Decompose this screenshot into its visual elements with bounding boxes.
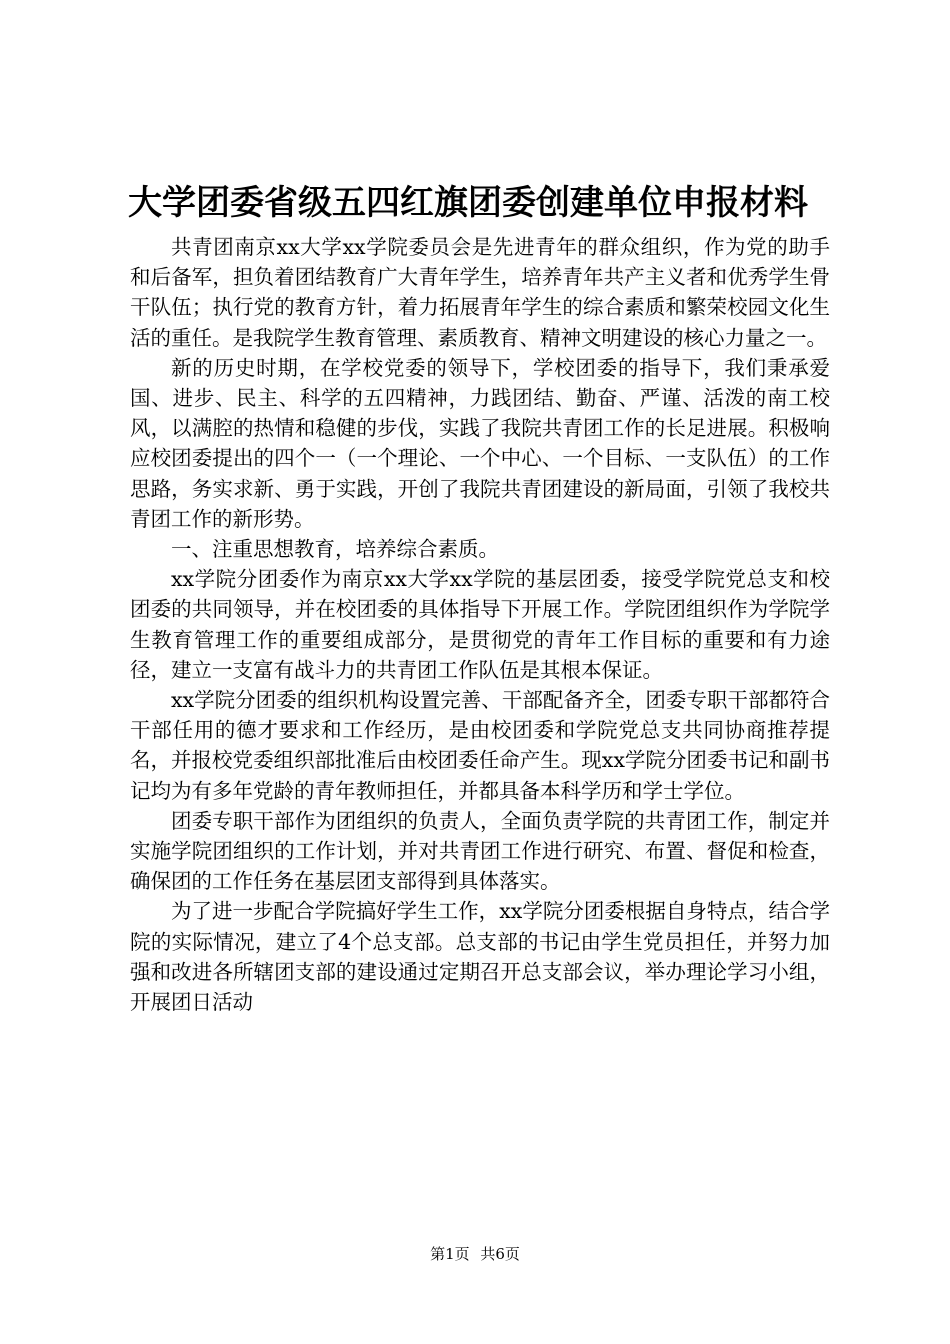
page-total: 共6页 bbox=[480, 1245, 520, 1263]
paragraph: 新的历史时期，在学校党委的领导下，学校团委的指导下，我们秉承爱国、进步、民主、科学的五四精神，力践团结、勤奋、严谨、活泼的南工校风，以满腔的热情和稳健的步伐，实践了我院共青团工作的长足进展。积极响应校团委提出的四个一（一个理论、一个中心、一个目标、一支队伍）的工作思路，务实求新、勇于实践，开创了我院共青团建设的新局面，引领了我校共青团工作的新形势。 bbox=[130, 355, 830, 531]
paragraph: xx学院分团委作为南京xx大学xx学院的基层团委，接受学院党总支和校团委的共同领导，并在校团委的具体指导下开展工作。学院团组织作为学院学生教育管理工作的重要组成部分，是贯彻党的青年工作目标的重要和有力途径，建立一支富有战斗力的共青团工作队伍是其根本保证。 bbox=[130, 567, 830, 682]
document-body bbox=[130, 232, 830, 1017]
page-footer bbox=[0, 1244, 950, 1264]
paragraph: 共青团南京xx大学xx学院委员会是先进青年的群众组织，作为党的助手和后备军，担负着团结教育广大青年学生，培养青年共产主义者和优秀学生骨干队伍；执行党的教育方针，着力拓展青年学生的综合素质和繁荣校园文化生活的重任。是我院学生教育管理、素质教育、精神文明建设的核心力量之一。 bbox=[130, 235, 830, 350]
page-number: 第1页 bbox=[430, 1245, 470, 1263]
section-heading: 一、注重思想教育，培养综合素质。 bbox=[171, 537, 499, 562]
paragraph: 团委专职干部作为团组织的负责人，全面负责学院的共青团工作，制定并实施学院团组织的工作计划，并对共青团工作进行研究、布置、督促和检查，确保团的工作任务在基层团支部得到具体落实。 bbox=[130, 808, 830, 894]
document-title: 大学团委省级五四红旗团委创建单位申报材料 bbox=[128, 183, 808, 223]
paragraph: xx学院分团委的组织机构设置完善、干部配备齐全，团委专职干部都符合干部任用的德才要求和工作经历，是由校团委和学院党总支共同协商推荐提名，并报校党委组织部批准后由校团委任命产生。现xx学院分团委书记和副书记均为有多年党龄的青年教师担任，并都具备本科学历和学士学位。 bbox=[130, 688, 830, 803]
paragraph: 为了进一步配合学院搞好学生工作，xx学院分团委根据自身特点，结合学院的实际情况，建立了4个总支部。总支部的书记由学生党员担任，并努力加强和改进各所辖团支部的建设通过定期召开总支部会议，举办理论学习小组，开展团日活动 bbox=[130, 899, 830, 1015]
